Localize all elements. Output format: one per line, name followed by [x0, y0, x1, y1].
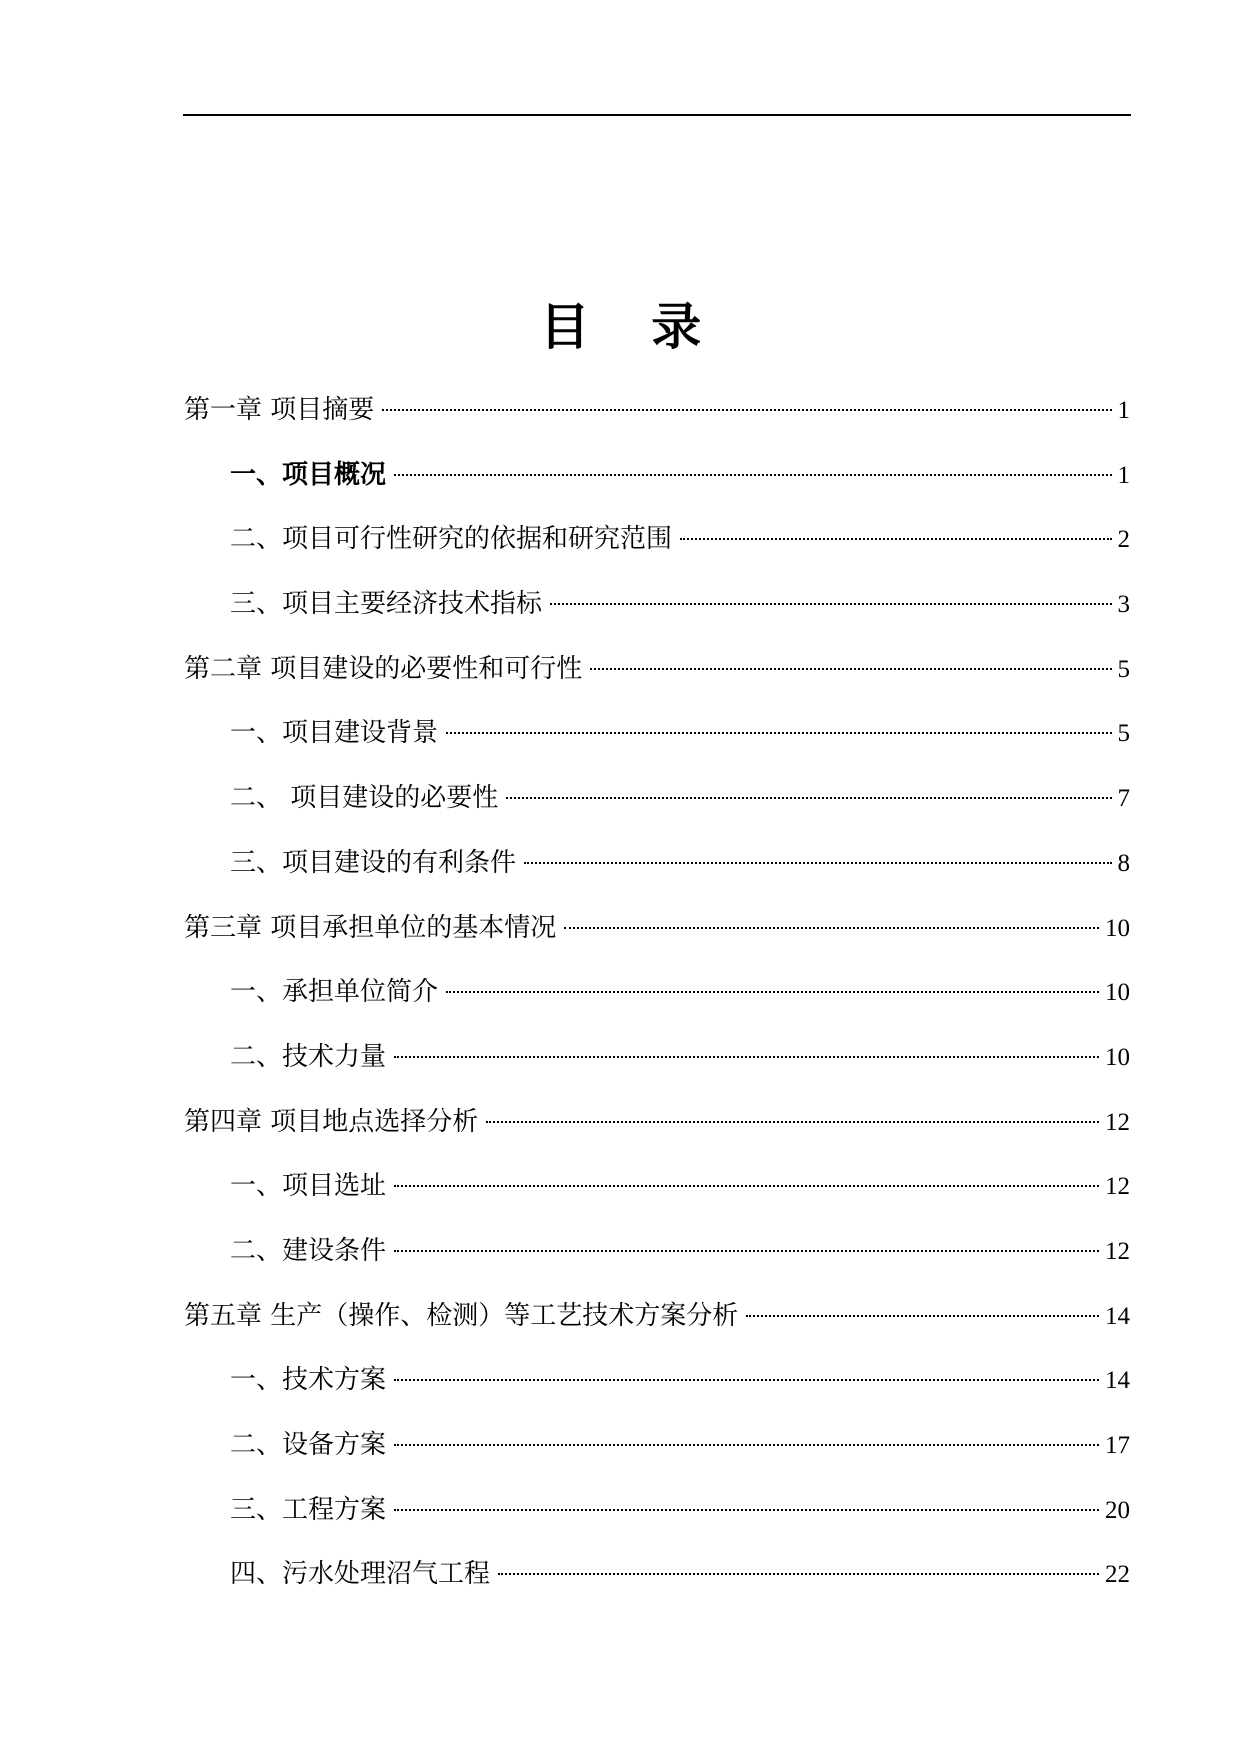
- dot-leader: [394, 1056, 1099, 1058]
- toc-section-entry[interactable]: [184, 443, 1130, 508]
- toc-page-number: 12: [1105, 1173, 1130, 1201]
- dot-leader: [394, 1250, 1099, 1252]
- toc-entry-text: 一、承担单位简介: [230, 977, 439, 1008]
- toc-page-number: 1: [1117, 461, 1130, 489]
- toc-page-number: 14: [1105, 1367, 1130, 1395]
- toc-section-entry[interactable]: [184, 831, 1130, 896]
- toc-title: 目 录: [539, 296, 724, 356]
- toc-section-entry[interactable]: [184, 1219, 1130, 1284]
- dot-leader: [590, 668, 1111, 670]
- toc-section-entry[interactable]: [184, 960, 1130, 1025]
- toc-section-entry[interactable]: [184, 1348, 1130, 1413]
- table-of-contents: [184, 378, 1130, 1607]
- dot-leader: [550, 603, 1111, 605]
- toc-entry-text: 第一章 项目摘要: [184, 395, 375, 425]
- dot-leader: [498, 1573, 1099, 1575]
- toc-entry-text: 第三章 项目承担单位的基本情况: [184, 912, 557, 943]
- toc-entry-text: 第五章 生产（操作、检测）等工艺技术方案分析: [184, 1300, 739, 1331]
- toc-page-number: 10: [1105, 1043, 1130, 1071]
- toc-section-entry[interactable]: [184, 507, 1130, 572]
- toc-entry-text: 第二章 项目建设的必要性和可行性: [184, 653, 583, 684]
- toc-page-number: 12: [1105, 1237, 1130, 1265]
- toc-entry-text: 一、项目选址: [230, 1171, 387, 1202]
- toc-section-entry[interactable]: [184, 766, 1130, 831]
- toc-page-number: 7: [1117, 785, 1130, 813]
- toc-entry-text: 四、污水处理沼气工程: [230, 1559, 491, 1590]
- toc-section-entry[interactable]: [184, 701, 1130, 766]
- dot-leader: [394, 1185, 1099, 1187]
- toc-chapter-entry[interactable]: [184, 1284, 1130, 1349]
- toc-page-number: 5: [1117, 720, 1130, 748]
- toc-page-number: 22: [1105, 1561, 1130, 1589]
- toc-section-entry[interactable]: [184, 1025, 1130, 1090]
- dot-leader: [524, 862, 1111, 864]
- dot-leader: [394, 1379, 1099, 1381]
- header-rule: [183, 114, 1131, 116]
- toc-entry-text: 二、设备方案: [230, 1430, 387, 1460]
- toc-page-number: 1: [1117, 397, 1130, 424]
- dot-leader: [680, 538, 1111, 540]
- toc-page-number: 14: [1105, 1302, 1130, 1330]
- toc-entry-text: 二、技术力量: [230, 1041, 387, 1072]
- toc-section-entry[interactable]: [184, 1154, 1130, 1219]
- toc-page-number: 17: [1105, 1432, 1130, 1459]
- dot-leader: [446, 991, 1099, 993]
- toc-chapter-entry[interactable]: [184, 637, 1130, 702]
- toc-chapter-entry[interactable]: [184, 896, 1130, 961]
- toc-page-number: 8: [1117, 849, 1130, 877]
- toc-entry-text: 一、技术方案: [230, 1365, 387, 1396]
- toc-entry-text: 一、项目概况: [230, 459, 387, 490]
- dot-leader: [506, 797, 1111, 799]
- toc-entry-text: 三、项目建设的有利条件: [230, 847, 517, 878]
- toc-page-number: 12: [1105, 1108, 1130, 1136]
- toc-entry-text: 二、 项目建设的必要性: [230, 783, 499, 814]
- toc-page-number: 20: [1105, 1496, 1130, 1524]
- dot-leader: [394, 1444, 1099, 1446]
- toc-entry-text: 二、建设条件: [230, 1235, 387, 1266]
- dot-leader: [486, 1121, 1099, 1123]
- toc-entry-text: 第四章 项目地点选择分析: [184, 1106, 479, 1137]
- toc-entry-text: 二、项目可行性研究的依据和研究范围: [230, 524, 673, 555]
- toc-page-number: 10: [1105, 914, 1130, 942]
- toc-chapter-entry[interactable]: [184, 378, 1130, 443]
- dot-leader: [394, 1509, 1099, 1511]
- dot-leader: [746, 1315, 1099, 1317]
- toc-page-number: 5: [1117, 655, 1130, 683]
- toc-section-entry[interactable]: [184, 1478, 1130, 1543]
- toc-section-entry[interactable]: [184, 1413, 1130, 1478]
- dot-leader: [446, 732, 1111, 734]
- toc-section-entry[interactable]: [184, 1542, 1130, 1607]
- dot-leader: [382, 409, 1111, 411]
- dot-leader: [394, 474, 1111, 476]
- toc-entry-text: 三、工程方案: [230, 1494, 387, 1525]
- toc-entry-text: 三、项目主要经济技术指标: [230, 589, 543, 620]
- toc-page-number: 2: [1117, 526, 1130, 554]
- dot-leader: [564, 927, 1099, 929]
- toc-chapter-entry[interactable]: [184, 1090, 1130, 1155]
- toc-entry-text: 一、项目建设背景: [230, 718, 439, 749]
- toc-section-entry[interactable]: [184, 572, 1130, 637]
- toc-page-number: 10: [1105, 979, 1130, 1007]
- toc-page-number: 3: [1117, 591, 1130, 619]
